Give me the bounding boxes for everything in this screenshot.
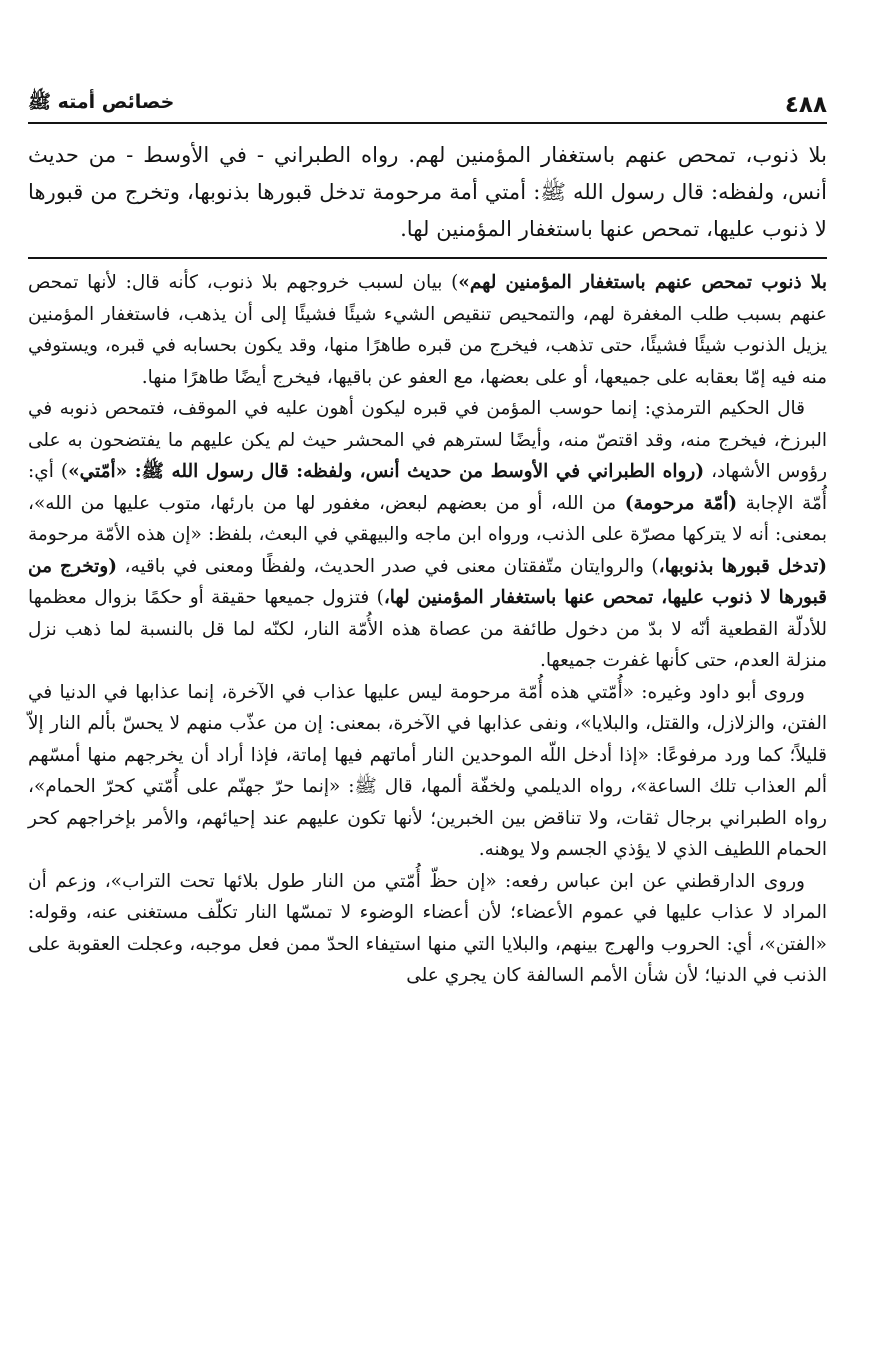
- commentary-paragraph-4: وروى الدارقطني عن ابن عباس رفعه: «إن حظّ أُمّتي من النار طول بلائها تحت التراب»، وزعم أن المراد لا عذاب عليها في عموم الأعضاء؛ لأن أعضاء الوضوء لا تمسّها النار تكلّف مستغنى عنه، وقوله: «الفتن»، أي: الحروب والهرج بينهم، والبلايا التي منها استيفاء الحدّ ممن فعل موجبه، وعجلت العقوبة على الذنب في الدنيا؛ لأن شأن الأمم السالفة كان يجري على: [28, 870, 827, 986]
- commentary: [28, 267, 827, 992]
- bold-quote: بلا ذنوب تمحص عنهم باستغفار المؤمنين لهم»: [458, 272, 827, 293]
- bold-quote: (وتخرج من قبورها لا ذنوب عليها، تمحص عنها باستغفار المؤمنين لها،: [28, 555, 827, 608]
- commentary-paragraph-1: [28, 267, 827, 393]
- commentary-text: قال الحكيم الترمذي: إنما حوسب المؤمن في قبره ليكون أهون عليه في الموقف، فتمحص ذنوبه في البرزخ، فيخرج منه، وقد اقتصّ منه، وأيضًا لسترهم في المحشر حيث لم يكن عليهم ما يفتضحون به على رؤوس الأشهاد،: [28, 398, 828, 482]
- hadith-paragraph: بلا ذنوب، تمحص عنهم باستغفار المؤمنين لهم. رواه الطبراني - في الأوسط - من حديث أنس، ولفظه: قال رسول الله ﷺ: أمتي أمة مرحومة تدخل قبورها بذنوبها، وتخرج من قبورها لا ذنوب عليها، تمحص عنها باستغفار المؤمنين لها.: [28, 142, 827, 241]
- bold-quote: (تدخل قبورها بذنوبها،: [658, 555, 827, 577]
- hadith-text: [28, 136, 827, 247]
- commentary-text: ) فتزول جميعها حقيقة أو حكمًا بزوال معظمها للأدلّة القطعية أنّه لا بدّ من دخول طائفة من عصاة هذه الأُمّة النار، لكنّه لما قل بالنسبة لما ذهب نزل منزلة العدم، حتى كأنها غفرت جميعها.: [28, 587, 827, 671]
- bold-quote: (أمّة مرحومة): [624, 492, 738, 514]
- bold-quote: (رواه الطبراني في الأوسط من حديث أنس، ولفظه: قال رسول الله ﷺ: «أمّتي»: [68, 461, 705, 482]
- commentary-paragraph-3: وروى أبو داود وغيره: «أُمّتي هذه أُمّة مرحومة ليس عليها عذاب في الآخرة، إنما عذابها في الدنيا في الفتن، والزلازل، والقتل، والبلايا»، ونفى عذابها في الآخرة، بمعنى: إن من عذّب منهم لا يحسّ بألم النار إلاّ قليلاً؛ كما ورد مرفوعًا: «إذا أدخل اللّه الموحدين النار أماتهم فيها إماتة، فإذا أراد أن يخرجهم منها أمسّهم ألم العذاب تلك الساعة»، رواه الديلمي ولخفّة ألمها، قال ﷺ: «إنما حرّ جهنّم على أُمّتي كحرّ الحمام»، رواه الطبراني برجال ثقات، ولا تناقض بين الخبرين؛ لأنها تكون عليهم عند إحيائهم، والأمر بإخراجهم كحر الحمام اللطيف الذي لا يؤذي الجسم ولا يوهنه.: [28, 681, 827, 860]
- commentary-text: ) والروايتان متّفقتان معنى في صدر الحديث، ولفظًا ومعنى في باقيه،: [116, 555, 659, 577]
- commentary-text: من الله، أو من بعضهم لبعض، مغفور لها من بارئها، متوب عليها من الله»، بمعنى: أنه لا يتركها مصرّة على الذنب، ورواه ابن ماجه والبيهقي في البعث، بلفظ: «إن هذه الأمّة مرحومة: [28, 492, 827, 545]
- commentary-text: ) بيان لسبب خروجهم بلا ذنوب، كأنه قال: لأنها تمحص عنهم بسبب طلب المغفرة لهم، والتمحيص تنقيص الشيء شيئًا فشيئًا إلى أن يذهب، فاستغفار المؤمنين يزيل الذنوب شيئًا فشيئًا، حتى تذهب، فيخرج من قبره طاهرًا منها، وقد يكون بحسابه في قبره، ويستوفي منه فيه إمّا بعقابه على جميعها، أو على بعضها، مع العفو عن باقيها، فيخرج أيضًا طاهرًا منها.: [28, 272, 827, 388]
- matn-divider-rule: [28, 257, 827, 259]
- page-number: ٤٨٨: [784, 92, 827, 118]
- commentary-paragraph-2: [28, 393, 827, 677]
- page-header: [28, 70, 827, 118]
- commentary-text: ) أي: أُمّة الإجابة: [28, 461, 827, 514]
- header-rule: [28, 122, 827, 124]
- running-title: خصائص أمته ﷺ: [28, 91, 175, 113]
